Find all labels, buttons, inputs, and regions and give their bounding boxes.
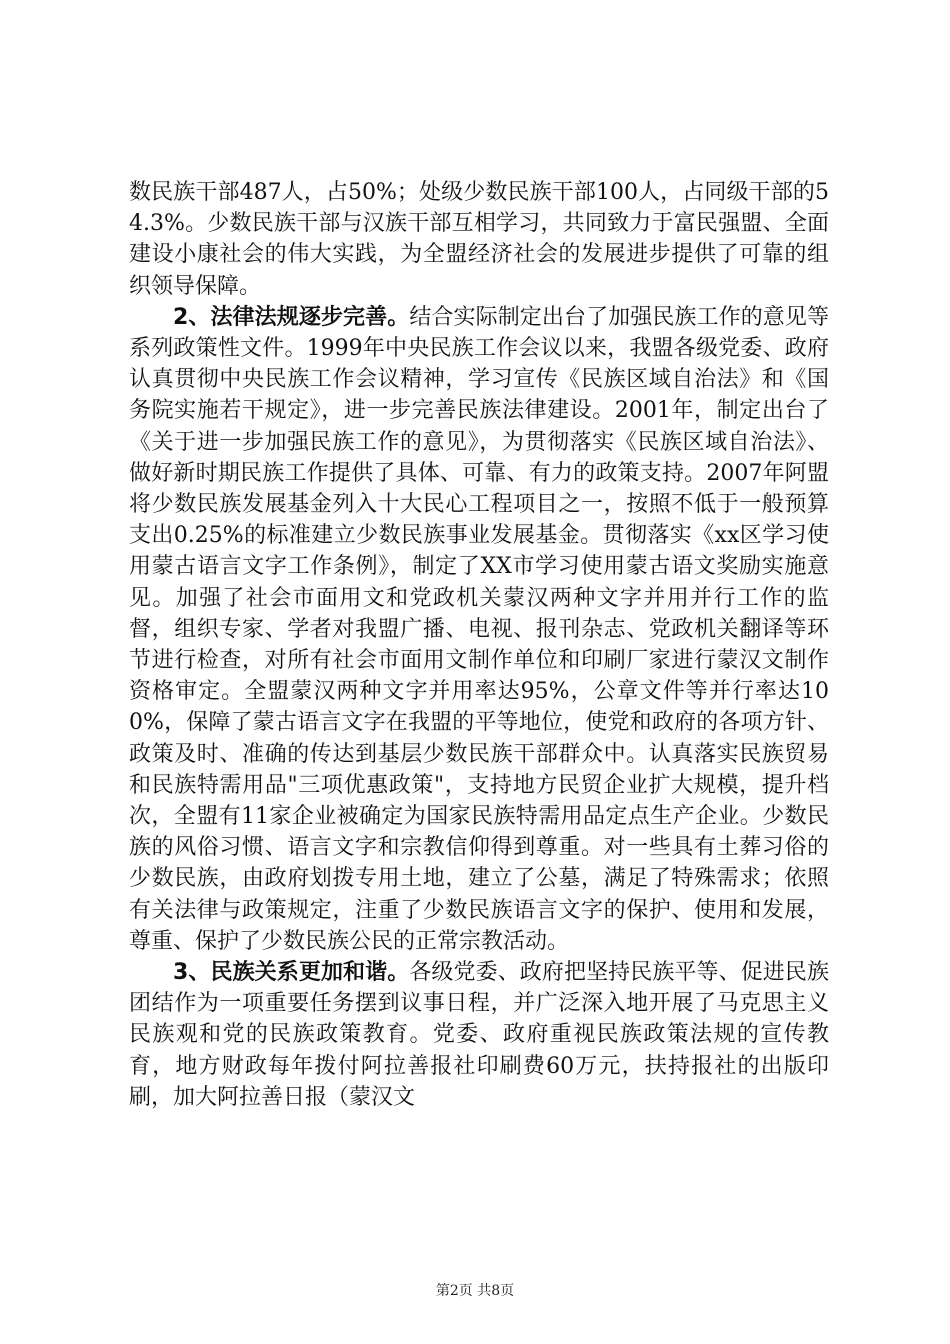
paragraph-heading: 3、民族关系更加和谐。 xyxy=(173,960,410,986)
page-indicator: 第2页 共8页 xyxy=(435,1283,515,1299)
paragraph-text: 数民族干部487人，占50%；处级少数民族干部100人，占同级干部的54.3%。少数民族干部与汉族干部互相学习，共同致力于富民强盟、全面建设小康社会的伟大实践，为全盟经济社会的发展进步提供了可靠的组织领导保障。 xyxy=(129,180,829,299)
paragraph-continuation xyxy=(129,177,829,302)
page-footer xyxy=(0,1280,950,1300)
paragraph-ethnic-relations xyxy=(129,957,829,1113)
paragraph-heading: 2、法律法规逐步完善。 xyxy=(173,304,410,330)
paragraph-text: 结合实际制定出台了加强民族工作的意见等系列政策性文件。1999年中央民族工作会议以来，我盟各级党委、政府认真贯彻中央民族工作会议精神，学习宣传《民族区域自治法》和《国务院实施若干规定》，进一步完善民族法律建设。2001年，制定出台了《关于进一步加强民族工作的意见》，为贯彻落实《民族区域自治法》、做好新时期民族工作提供了具体、可靠、有力的政策支持。2007年阿盟将少数民族发展基金列入十大民心工程项目之一，按照不低于一般预算支出0.25%的标准建立少数民族事业发展基金。贯彻落实《xx区学习使用蒙古语言文字工作条例》，制定了XX市学习使用蒙古语文奖励实施意见。加强了社会市面用文和党政机关蒙汉两种文字并用并行工作的监督，组织专家、学者对我盟广播、电视、报刊杂志、党政机关翻译等环节进行检查，对所有社会市面用文制作单位和印刷厂家进行蒙汉文制作资格审定。全盟蒙汉两种文字并用率达95%，公章文件等并行率达100%，保障了蒙古语言文字在我盟的平等地位，使党和政府的各项方针、政策及时、准确的传达到基层少数民族干部群众中。认真落实民族贸易和民族特需用品"三项优惠政策"，支持地方民贸企业扩大规模，提升档次，全盟有11家企业被确定为国家民族特需用品定点生产企业。少数民族的风俗习惯、语言文字和宗教信仰得到尊重。对一些具有土葬习俗的少数民族，由政府划拨专用土地，建立了公墓，满足了特殊需求；依照有关法律与政策规定，注重了少数民族语言文字的保护、使用和发展，尊重、保护了少数民族公民的正常宗教活动。 xyxy=(129,304,829,954)
paragraph-text: 各级党委、政府把坚持民族平等、促进民族团结作为一项重要任务摆到议事日程，并广泛深入地开展了马克思主义民族观和党的民族政策教育。党委、政府重视民族政策法规的宣传教育，地方财政每年拨付阿拉善报社印刷费60万元，扶持报社的出版印刷，加大阿拉善日报（蒙汉文 xyxy=(129,960,829,1110)
document-body xyxy=(129,177,829,1113)
paragraph-laws-regulations xyxy=(129,302,829,957)
